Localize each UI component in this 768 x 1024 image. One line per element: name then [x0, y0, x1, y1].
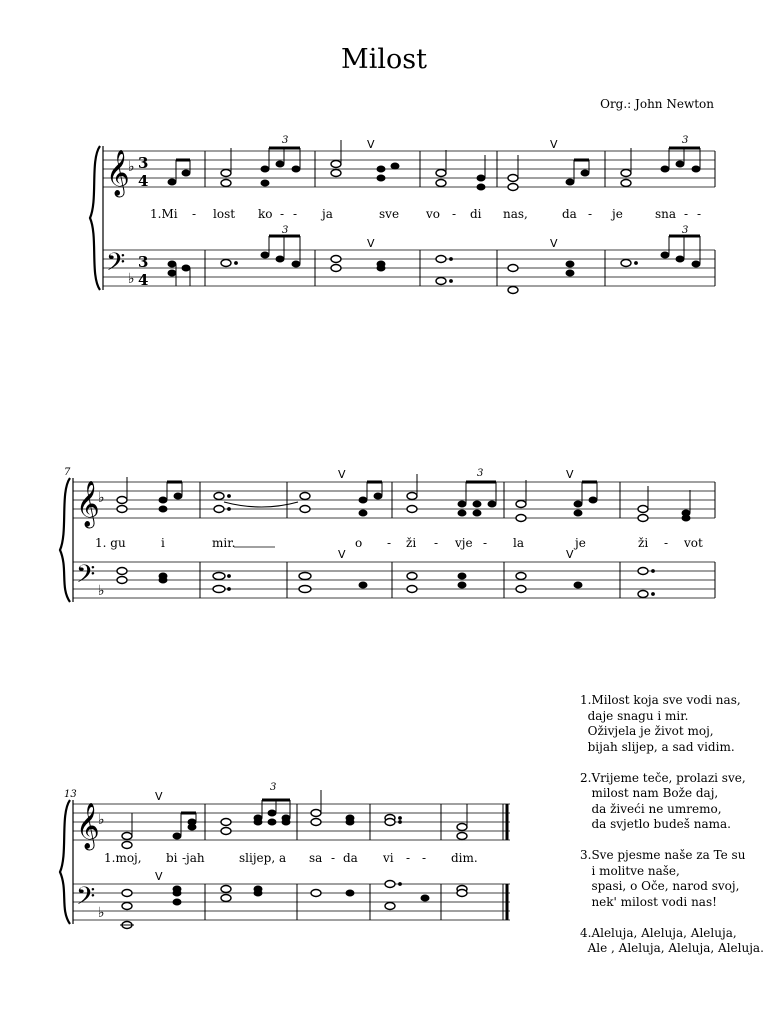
svg-text:-: - [697, 207, 702, 221]
svg-text:-: - [192, 207, 197, 221]
verse-4: 4.Aleluja, Aleluja, Aleluja, Ale , Aleluja, Aleluja, Aleluja. [580, 925, 764, 955]
song-title: Milost [341, 44, 427, 75]
svg-text:V: V [367, 237, 375, 250]
svg-text:-: - [293, 207, 298, 221]
svg-text:V: V [155, 790, 163, 803]
svg-text:sa: sa [309, 851, 323, 865]
svg-text:3: 3 [477, 468, 484, 479]
time-signature: 3 [138, 253, 149, 271]
treble-clef: 𝄞 [76, 481, 100, 527]
system-3 [60, 782, 510, 929]
bass-staff [103, 250, 715, 286]
key-flat: ♭ [128, 271, 135, 287]
svg-text:ko: ko [258, 207, 273, 221]
svg-text:3: 3 [270, 782, 277, 793]
svg-text:-: - [434, 536, 439, 550]
time-signature: 4 [138, 271, 149, 289]
lyrics-line-3 [104, 851, 478, 865]
svg-text:vi: vi [383, 851, 394, 865]
svg-text:dim.: dim. [451, 851, 478, 865]
svg-text:V: V [550, 237, 558, 250]
svg-text:je: je [612, 207, 623, 221]
breath-marks [367, 138, 558, 250]
svg-text:sve: sve [379, 207, 400, 221]
bass-clef: 𝄢 [106, 248, 126, 283]
svg-text:o: o [355, 536, 363, 550]
bass-staff [73, 562, 715, 598]
treble-notes [168, 140, 700, 191]
svg-text:vo: vo [426, 207, 441, 221]
svg-text:da: da [343, 851, 358, 865]
svg-text:bi: bi [166, 851, 178, 865]
bass-notes [168, 236, 700, 294]
treble-clef: 𝄞 [76, 803, 100, 849]
svg-text:3: 3 [282, 225, 289, 236]
svg-text:vje: vje [455, 536, 473, 550]
system-brace [60, 478, 70, 602]
treble-clef: 𝄞 [106, 150, 130, 196]
svg-text:-: - [387, 536, 392, 550]
svg-text:V: V [566, 468, 574, 481]
svg-text:ži: ži [406, 536, 417, 550]
svg-text:3: 3 [282, 135, 289, 146]
key-flat: ♭ [98, 812, 105, 828]
svg-text:mir.: mir. [212, 536, 236, 550]
svg-text:lost: lost [213, 207, 236, 221]
svg-text:sna: sna [655, 207, 677, 221]
svg-text:slijep, a: slijep, a [239, 851, 287, 865]
svg-text:di: di [470, 207, 482, 221]
verse-1: 1.Milost koja sve vodi nas, daje snagu i mir. Oživjela je život moj, bijah slijep, a sad vidim. [580, 693, 741, 754]
svg-text:-: - [684, 207, 689, 221]
key-flat: ♭ [98, 490, 105, 506]
svg-text:-: - [280, 207, 285, 221]
svg-text:1.Mi: 1.Mi [150, 207, 178, 221]
svg-text:-: - [588, 207, 593, 221]
svg-text:V: V [155, 870, 163, 883]
system-brace [90, 146, 100, 290]
key-flat: ♭ [98, 583, 105, 599]
bass-clef: 𝄢 [76, 882, 96, 917]
verse-2: 2.Vrijeme teče, prolazi sve, milost nam Bože daj, da živeći ne umremo, da svjetlo budeš nama. [580, 770, 746, 831]
system-2 [60, 467, 715, 602]
measure-number: 13 [64, 789, 77, 800]
triplet-marks [270, 782, 276, 793]
triplet-marks [477, 468, 483, 479]
svg-text:ja: ja [322, 207, 333, 221]
svg-text:je: je [575, 536, 586, 550]
bass-notes [117, 568, 654, 598]
svg-text:ži: ži [638, 536, 649, 550]
lyrics-line-2 [95, 536, 703, 550]
svg-text:V: V [338, 468, 346, 481]
system-brace [60, 800, 70, 924]
svg-text:-: - [406, 851, 411, 865]
svg-text:1.moj,: 1.moj, [104, 851, 142, 865]
svg-text:da: da [562, 207, 577, 221]
time-signature: 4 [138, 172, 149, 190]
lyrics-line-1 [150, 207, 701, 221]
svg-text:i: i [161, 536, 165, 550]
svg-text:3: 3 [682, 135, 689, 146]
svg-text:-: - [331, 851, 336, 865]
svg-text:3: 3 [682, 225, 689, 236]
svg-text:-: - [483, 536, 488, 550]
svg-text:nas,: nas, [503, 207, 528, 221]
treble-notes [117, 474, 690, 522]
measure-number: 7 [64, 467, 71, 478]
svg-text:1. gu: 1. gu [95, 536, 126, 550]
svg-text:-: - [664, 536, 669, 550]
svg-text:-: - [452, 207, 457, 221]
treble-staff [73, 804, 510, 840]
svg-text:la: la [513, 536, 524, 550]
time-signature: 3 [138, 154, 149, 172]
svg-text:V: V [367, 138, 375, 151]
treble-staff [73, 482, 715, 518]
svg-text:vot: vot [684, 536, 703, 550]
arranger-credit: Org.: John Newton [600, 97, 714, 111]
bass-notes [120, 881, 467, 929]
bass-clef: 𝄢 [76, 560, 96, 595]
svg-text:V: V [338, 548, 346, 561]
system-1 [90, 135, 715, 294]
svg-text:V: V [566, 548, 574, 561]
verse-3: 3.Sve pjesme naše za Te su i molitve naše, spasi, o Oče, narod svoj, nek' milost vodi nas! [580, 848, 746, 909]
key-flat: ♭ [128, 159, 135, 175]
key-flat: ♭ [98, 905, 105, 921]
bass-staff [73, 884, 510, 920]
svg-text:V: V [550, 138, 558, 151]
svg-text:-jah: -jah [182, 851, 205, 865]
verses-block [580, 693, 764, 972]
svg-text:-: - [422, 851, 427, 865]
